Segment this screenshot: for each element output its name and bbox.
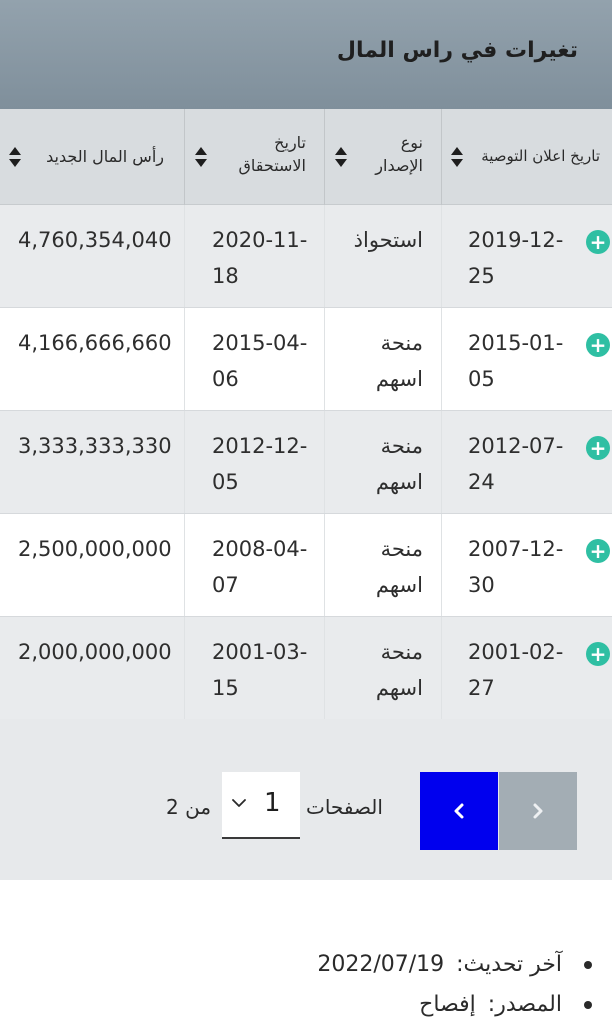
column-label: تاريخ اعلان التوصية bbox=[481, 147, 600, 165]
column-header-announce-date[interactable] bbox=[441, 109, 612, 205]
cell-maturity-date: 2001-03-15 bbox=[184, 617, 324, 719]
expand-row-plus-icon[interactable]: + bbox=[586, 333, 610, 357]
cell-issue-type: استحواذ bbox=[324, 205, 441, 307]
cell-announce-date: 2001-02-27 + bbox=[441, 617, 612, 719]
sort-icon[interactable] bbox=[195, 147, 207, 167]
column-header-maturity-date[interactable] bbox=[184, 109, 324, 205]
cell-new-capital: 4,166,666,660 bbox=[18, 331, 172, 355]
cell-issue-type: منحة اسهم bbox=[324, 308, 441, 410]
cell-issue-type: منحة اسهم bbox=[324, 617, 441, 719]
cell-issue-type: منحة اسهم bbox=[324, 514, 441, 616]
last-update-value: 2022/07/19 bbox=[317, 952, 445, 977]
source-label: المصدر: bbox=[487, 992, 562, 1017]
table-row bbox=[0, 411, 612, 514]
column-label: رأس المال الجديد bbox=[46, 147, 164, 166]
table-row bbox=[0, 205, 612, 308]
section-title: تغيرات في راس المال bbox=[336, 38, 578, 63]
previous-page-button[interactable] bbox=[499, 772, 577, 850]
cell-new-capital: 4,760,354,040 bbox=[18, 228, 172, 252]
chevron-down-icon bbox=[232, 796, 246, 810]
sort-icon[interactable] bbox=[451, 147, 463, 167]
pagination-bar bbox=[0, 719, 612, 880]
cell-announce-date: 2007-12-30 + bbox=[441, 514, 612, 616]
total-pages-label: من 2 bbox=[166, 795, 212, 819]
last-update-label: آخر تحديث: bbox=[456, 952, 562, 977]
expand-row-plus-icon[interactable]: + bbox=[586, 230, 610, 254]
expand-row-plus-icon[interactable]: + bbox=[586, 539, 610, 563]
cell-new-capital: 3,333,333,330 bbox=[18, 434, 172, 458]
list-item-source bbox=[317, 985, 562, 1024]
column-header-new-capital[interactable] bbox=[0, 109, 184, 205]
pages-label: الصفحات bbox=[306, 795, 383, 819]
cell-announce-date: 2012-07-24 + bbox=[441, 411, 612, 513]
table-row bbox=[0, 514, 612, 617]
update-info-list bbox=[317, 945, 562, 1024]
page-number-select[interactable] bbox=[222, 772, 300, 839]
cell-maturity-date: 2008-04-07 bbox=[184, 514, 324, 616]
cell-announce-date: 2015-01-05 + bbox=[441, 308, 612, 410]
cell-maturity-date: 2015-04-06 bbox=[184, 308, 324, 410]
cell-maturity-date: 2012-12-05 bbox=[184, 411, 324, 513]
list-item-last-update bbox=[317, 945, 562, 985]
table-row bbox=[0, 617, 612, 720]
column-header-issue-type[interactable] bbox=[324, 109, 441, 205]
source-value: إفصاح bbox=[419, 992, 476, 1017]
sort-icon[interactable] bbox=[9, 147, 21, 167]
bullet-icon bbox=[584, 961, 592, 969]
cell-announce-date: 2019-12-25 + bbox=[441, 205, 612, 307]
column-label: نوع الإصدار bbox=[375, 133, 423, 175]
capital-changes-table bbox=[0, 109, 612, 720]
expand-row-plus-icon[interactable]: + bbox=[586, 642, 610, 666]
bullet-icon bbox=[584, 1001, 592, 1009]
table-header bbox=[0, 109, 612, 205]
expand-row-plus-icon[interactable]: + bbox=[586, 436, 610, 460]
chevron-left-icon bbox=[452, 802, 466, 820]
cell-new-capital: 2,500,000,000 bbox=[18, 537, 172, 561]
cell-new-capital: 2,000,000,000 bbox=[18, 640, 172, 664]
cell-maturity-date: 2020-11-18 bbox=[184, 205, 324, 307]
next-page-button[interactable] bbox=[420, 772, 498, 850]
cell-issue-type: منحة اسهم bbox=[324, 411, 441, 513]
section-header bbox=[0, 0, 612, 109]
current-page-value: 1 bbox=[264, 788, 281, 818]
column-label: تاريخ الاستحقاق bbox=[238, 133, 306, 175]
table-row bbox=[0, 308, 612, 411]
chevron-right-icon bbox=[531, 802, 545, 820]
sort-icon[interactable] bbox=[335, 147, 347, 167]
